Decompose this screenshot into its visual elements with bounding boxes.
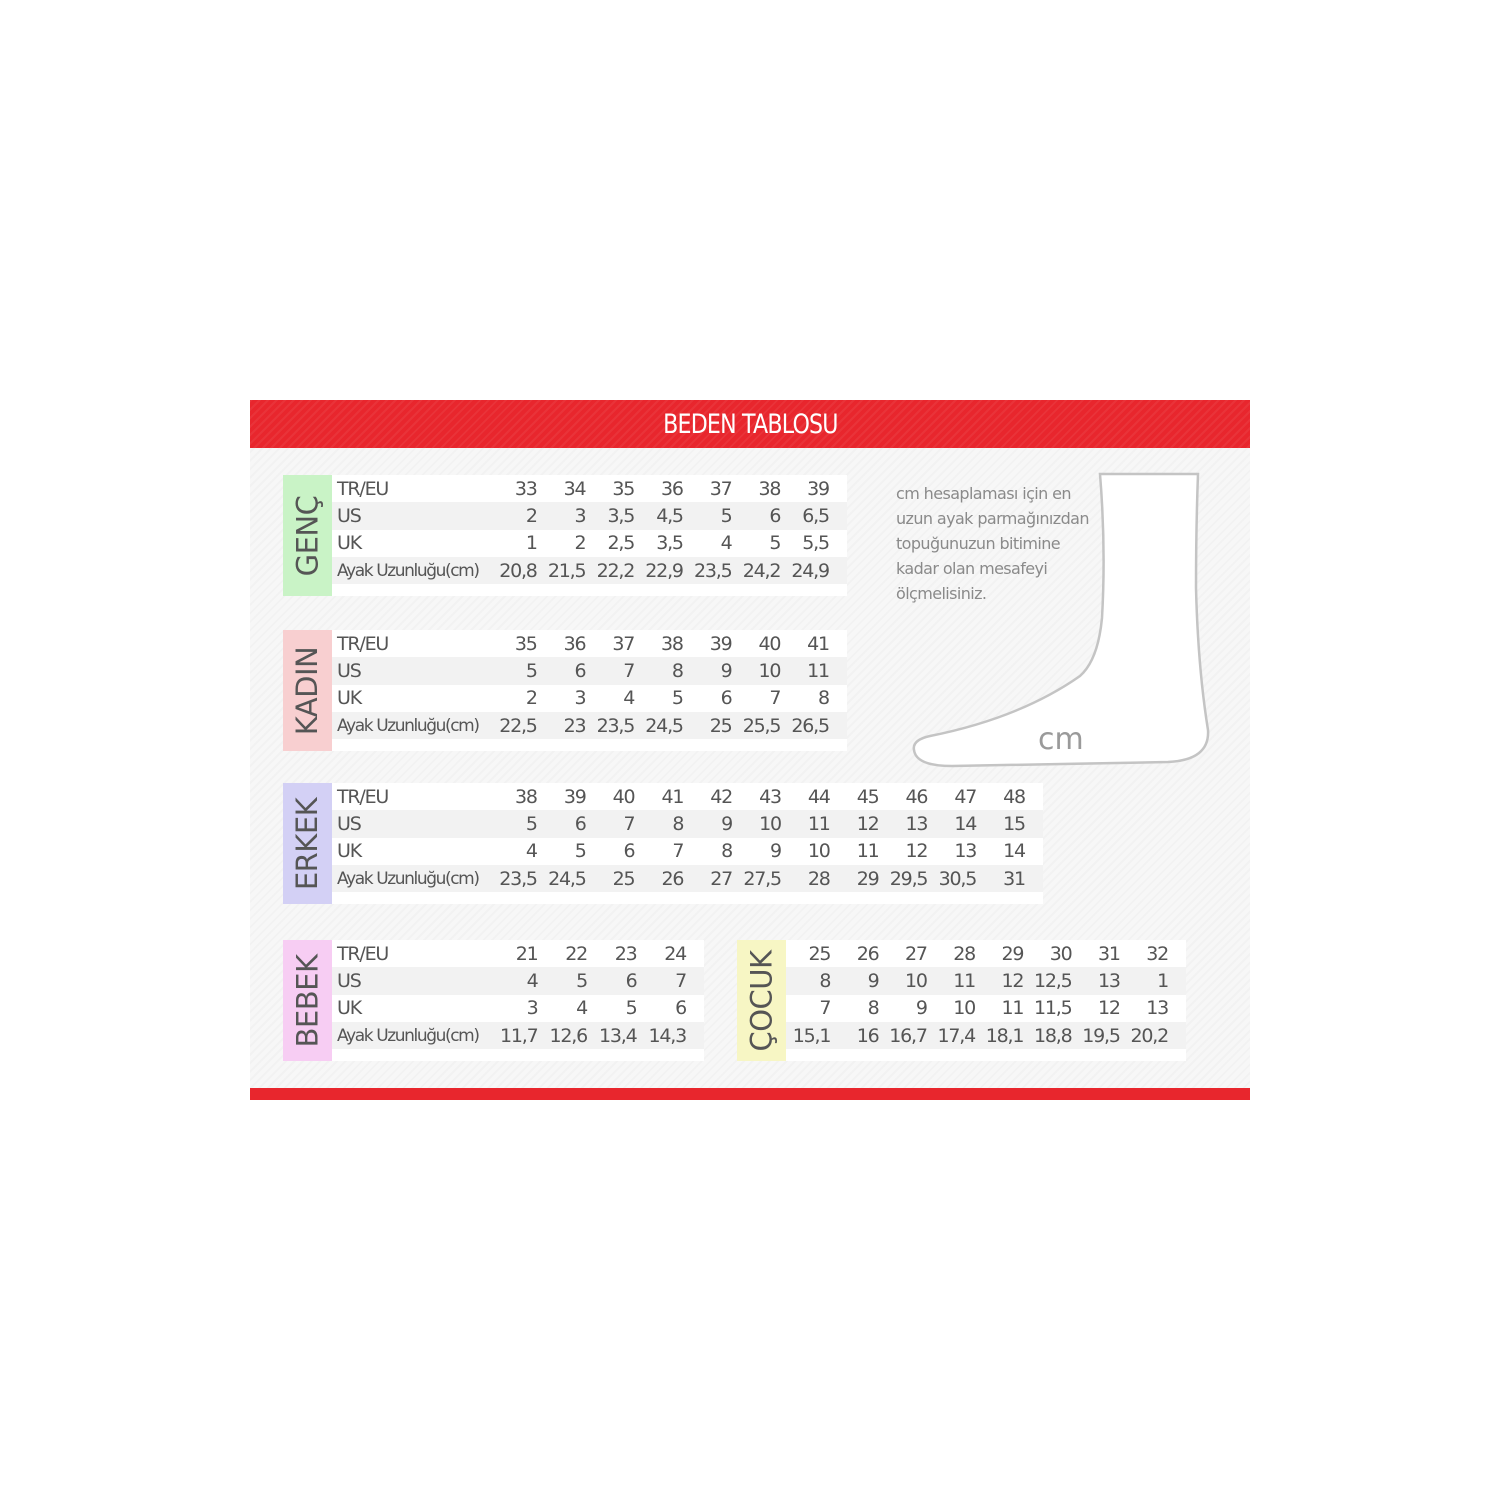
table-cell: 23,5 (596, 714, 635, 737)
table-cell: 11 (807, 812, 830, 835)
table-cell: 40 (612, 785, 635, 808)
table-cell: 7 (769, 687, 781, 710)
row-label: UK (337, 532, 361, 555)
title-bar (250, 400, 1250, 448)
table-row (786, 940, 1186, 967)
table-cell: 43 (759, 785, 781, 808)
table-cell: 25 (808, 942, 831, 965)
table-cell: 31 (1003, 867, 1025, 890)
table-cell: 6 (675, 997, 686, 1020)
table-cell: 20,2 (1130, 1024, 1168, 1047)
table-row (332, 783, 1043, 810)
table-cell: 4 (720, 532, 732, 555)
row-label: Ayak Uzunluğu(cm) (337, 868, 479, 889)
table-cell: 5 (574, 840, 586, 863)
table-cell: 22,5 (499, 714, 537, 737)
table-row (332, 657, 847, 684)
table-cell: 47 (954, 785, 977, 808)
table-cell: 4,5 (656, 504, 683, 527)
size-table-2 (283, 783, 1043, 904)
table-cell: 23 (614, 942, 637, 965)
table-cell: 2 (525, 504, 537, 527)
table-cell: 13 (905, 812, 928, 835)
table-cell: 21 (515, 942, 538, 965)
table-cell: 2 (525, 687, 537, 710)
table-cell: 38 (758, 477, 781, 500)
table-cell: 31 (1097, 942, 1120, 965)
category-name: GENÇ (290, 495, 325, 576)
table-cell: 1 (1157, 969, 1168, 992)
table-cell: 6 (720, 687, 732, 710)
table-cell: 34 (563, 477, 586, 500)
table-cell: 9 (720, 659, 732, 682)
table-cell: 18,8 (1033, 1024, 1072, 1047)
note-line: ölçmelisiniz. (896, 584, 987, 603)
table-cell: 11,5 (1033, 997, 1072, 1020)
table-cell: 16 (856, 1024, 879, 1047)
table-cell: 37 (709, 477, 732, 500)
table-cell: 12 (1097, 997, 1120, 1020)
table-category-label (737, 940, 786, 1061)
table-cell: 7 (675, 969, 686, 992)
row-label: TR/EU (337, 785, 389, 808)
table-rows (786, 940, 1186, 1061)
table-row (332, 838, 1043, 865)
table-row (332, 940, 704, 967)
table-cell: 27 (710, 867, 733, 890)
table-cell: 13 (1097, 969, 1120, 992)
row-label: TR/EU (337, 942, 389, 965)
table-cell: 46 (905, 785, 928, 808)
table-cell: 35 (514, 632, 537, 655)
table-cell: 10 (758, 659, 781, 682)
table-row (332, 630, 847, 657)
table-cell: 12 (856, 812, 879, 835)
category-name: KADIN (290, 646, 325, 735)
table-cell: 3,5 (607, 504, 635, 527)
table-rows (332, 783, 1043, 904)
table-cell: 26,5 (791, 714, 829, 737)
table-category-label (283, 783, 332, 904)
table-cell: 5 (525, 812, 537, 835)
table-cell: 22,2 (596, 559, 635, 582)
table-cell: 6,5 (802, 504, 829, 527)
table-cell: 4 (576, 997, 587, 1020)
table-cell: 12 (1001, 969, 1024, 992)
table-cell: 39 (807, 477, 829, 500)
row-label: US (337, 504, 361, 527)
table-cell: 48 (1003, 785, 1025, 808)
table-cell: 5 (525, 659, 537, 682)
table-cell: 4 (623, 687, 635, 710)
row-label: US (337, 812, 361, 835)
size-table-4 (737, 940, 1186, 1061)
table-cell: 9 (721, 812, 733, 835)
table-cell: 26 (856, 942, 879, 965)
table-cell: 10 (904, 969, 927, 992)
size-table-0 (283, 475, 847, 596)
table-cell: 11 (856, 840, 879, 863)
table-cell: 9 (915, 997, 927, 1020)
table-cell: 6 (574, 812, 586, 835)
table-cell: 17,4 (937, 1024, 975, 1047)
table-rows (332, 940, 704, 1061)
table-cell: 24,5 (645, 714, 683, 737)
row-label: UK (337, 687, 361, 710)
table-row (332, 810, 1043, 837)
table-row (786, 995, 1186, 1022)
table-row (332, 557, 847, 584)
table-cell: 28 (953, 942, 975, 965)
row-label: Ayak Uzunluğu(cm) (337, 560, 479, 581)
table-cell: 13 (1146, 997, 1168, 1020)
category-name: ERKEK (290, 797, 325, 890)
table-category-label (283, 475, 332, 596)
size-table-3 (283, 940, 704, 1061)
table-cell: 12,5 (1033, 969, 1072, 992)
table-cell: 44 (807, 785, 830, 808)
table-cell: 40 (758, 632, 781, 655)
table-cell: 11 (807, 659, 829, 682)
table-cell: 7 (819, 997, 831, 1020)
table-cell: 6 (574, 659, 586, 682)
table-row (332, 502, 847, 529)
table-cell: 16,7 (889, 1024, 927, 1047)
table-cell: 7 (623, 812, 635, 835)
table-cell: 35 (612, 477, 635, 500)
table-cell: 33 (514, 477, 537, 500)
table-cell: 15,1 (792, 1024, 831, 1047)
table-cell: 29 (856, 867, 879, 890)
table-cell: 41 (661, 785, 684, 808)
table-cell: 14,3 (648, 1024, 686, 1047)
row-label: Ayak Uzunluğu(cm) (337, 1025, 479, 1046)
table-cell: 3 (574, 687, 586, 710)
table-cell: 5 (671, 687, 683, 710)
table-cell: 13,4 (598, 1024, 637, 1047)
table-cell: 30,5 (938, 867, 977, 890)
table-cell: 26 (661, 867, 684, 890)
row-label: US (337, 659, 361, 682)
table-row (332, 685, 847, 712)
table-cell: 4 (526, 969, 538, 992)
table-cell: 6 (623, 840, 635, 863)
table-cell: 12 (905, 840, 928, 863)
table-cell: 18,1 (985, 1024, 1024, 1047)
row-label: TR/EU (337, 477, 389, 500)
table-cell: 9 (769, 840, 781, 863)
table-cell: 8 (818, 687, 829, 710)
category-name: ÇOCUK (744, 949, 779, 1052)
table-cell: 42 (710, 785, 733, 808)
row-label: UK (337, 997, 361, 1020)
table-row (332, 530, 847, 557)
table-cell: 5 (769, 532, 781, 555)
category-name: BEBEK (290, 954, 325, 1047)
table-row (332, 475, 847, 502)
table-cell: 8 (867, 997, 879, 1020)
table-cell: 32 (1146, 942, 1168, 965)
table-cell: 9 (867, 969, 879, 992)
table-cell: 10 (953, 997, 975, 1020)
table-rows (332, 475, 847, 596)
table-cell: 6 (769, 504, 781, 527)
table-cell: 24,2 (742, 559, 781, 582)
table-cell: 8 (672, 812, 684, 835)
table-cell: 2 (574, 532, 586, 555)
table-cell: 38 (661, 632, 683, 655)
table-cell: 15 (1003, 812, 1025, 835)
table-cell: 3 (526, 997, 538, 1020)
row-label: TR/EU (337, 632, 389, 655)
row-label: US (337, 969, 361, 992)
table-cell: 12,6 (549, 1024, 587, 1047)
table-cell: 5,5 (802, 532, 829, 555)
table-cell: 23,5 (694, 559, 732, 582)
size-chart-card (250, 400, 1250, 1100)
note-line: cm hesaplaması için en (896, 484, 1071, 503)
table-cell: 29,5 (889, 867, 928, 890)
table-row (332, 995, 704, 1022)
table-cell: 5 (625, 997, 637, 1020)
table-cell: 14 (1003, 840, 1025, 863)
table-cell: 11,7 (499, 1024, 538, 1047)
bottom-bar (250, 1088, 1250, 1100)
table-cell: 25,5 (742, 714, 781, 737)
table-cell: 11 (1001, 997, 1024, 1020)
table-row (332, 712, 847, 739)
table-cell: 22 (565, 942, 587, 965)
note-line: topuğunuzun bitimine (896, 534, 1061, 553)
table-cell: 8 (671, 659, 683, 682)
table-cell: 8 (721, 840, 733, 863)
table-cell: 19,5 (1082, 1024, 1120, 1047)
table-cell: 2,5 (607, 532, 635, 555)
table-cell: 25 (612, 867, 635, 890)
table-cell: 13 (954, 840, 977, 863)
table-cell: 29 (1001, 942, 1024, 965)
table-cell: 20,8 (499, 559, 537, 582)
note-line: kadar olan mesafeyi (896, 559, 1048, 578)
table-cell: 3,5 (656, 532, 683, 555)
table-row (332, 967, 704, 994)
page-title: BEDEN TABLOSU (662, 408, 838, 440)
table-cell: 7 (623, 659, 635, 682)
table-cell: 24,9 (791, 559, 829, 582)
table-cell: 1 (525, 532, 537, 555)
table-cell: 27 (904, 942, 927, 965)
table-cell: 8 (819, 969, 831, 992)
row-label: UK (337, 840, 361, 863)
table-cell: 28 (807, 867, 830, 890)
table-rows (332, 630, 847, 751)
table-cell: 37 (612, 632, 635, 655)
measure-label: cm (1038, 722, 1084, 757)
table-category-label (283, 940, 332, 1061)
table-cell: 41 (807, 632, 829, 655)
size-table-1 (283, 630, 847, 751)
table-cell: 6 (625, 969, 637, 992)
table-cell: 10 (807, 840, 830, 863)
table-cell: 39 (563, 785, 586, 808)
table-cell: 4 (525, 840, 537, 863)
table-cell: 11 (953, 969, 975, 992)
table-cell: 23,5 (499, 867, 537, 890)
table-cell: 25 (709, 714, 732, 737)
table-cell: 5 (576, 969, 587, 992)
table-cell: 14 (954, 812, 977, 835)
table-cell: 36 (661, 477, 683, 500)
table-row (332, 865, 1043, 892)
table-cell: 24,5 (548, 867, 586, 890)
table-cell: 7 (672, 840, 684, 863)
table-row (786, 1022, 1186, 1049)
table-cell: 45 (856, 785, 879, 808)
table-cell: 30 (1049, 942, 1072, 965)
table-cell: 27,5 (743, 867, 781, 890)
table-cell: 39 (709, 632, 732, 655)
table-cell: 3 (574, 504, 586, 527)
row-label: Ayak Uzunluğu(cm) (337, 715, 479, 736)
table-cell: 21,5 (547, 559, 586, 582)
table-cell: 23 (563, 714, 586, 737)
table-cell: 24 (664, 942, 686, 965)
table-cell: 38 (515, 785, 537, 808)
table-cell: 10 (759, 812, 781, 835)
table-cell: 22,9 (645, 559, 683, 582)
table-row (332, 1022, 704, 1049)
table-cell: 36 (563, 632, 586, 655)
note-line: uzun ayak parmağınızdan (896, 509, 1089, 528)
table-row (786, 967, 1186, 994)
table-cell: 5 (720, 504, 732, 527)
table-category-label (283, 630, 332, 751)
